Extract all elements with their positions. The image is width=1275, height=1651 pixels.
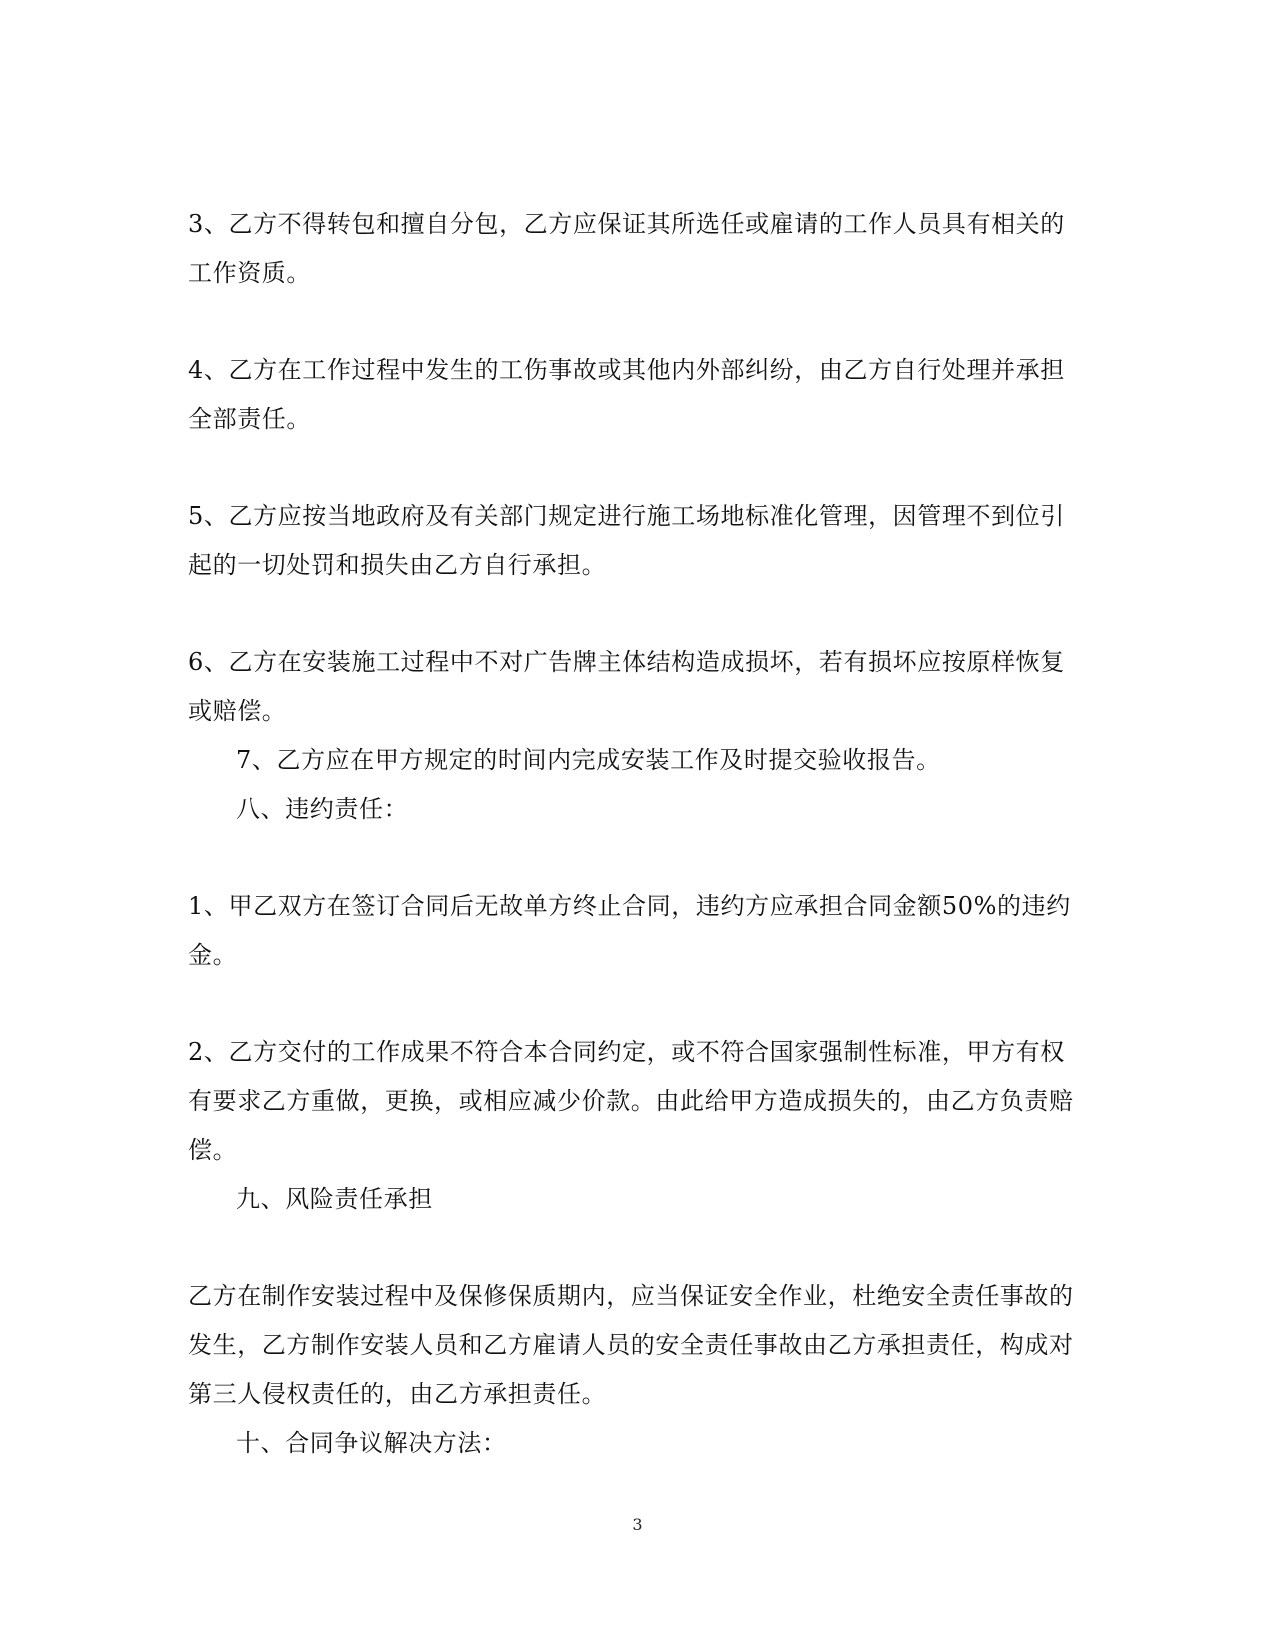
risk-clause: 乙方在制作安装过程中及保修保质期内，应当保证安全作业，杜绝安全责任事故的发生，乙方制作安装人员和乙方雇请人员的安全责任事故由乙方承担责任，构成对第三人侵权责任的，由乙方承担责任。 (188, 1282, 1074, 1408)
section-heading-dispute: 十、合同争议解决方法： (236, 1429, 507, 1457)
document-body (188, 200, 1078, 1468)
breach-clause-1: 1、甲乙双方在签订合同后无故单方终止合同，违约方应承担合同金额50%的违约金。 (188, 892, 1071, 969)
breach-clause-2: 2、乙方交付的工作成果不符合本合同约定，或不符合国家强制性标准，甲方有权有要求乙方重做，更换，或相应减少价款。由此给甲方造成损失的，由乙方负责赔偿。 (188, 1038, 1074, 1164)
clause-4: 4、乙方在工作过程中发生的工伤事故或其他内外部纠纷，由乙方自行处理并承担全部责任。 (188, 356, 1065, 433)
clause-3: 3、乙方不得转包和擅自分包，乙方应保证其所选任或雇请的工作人员具有相关的工作资质。 (188, 210, 1065, 287)
clause-5: 5、乙方应按当地政府及有关部门规定进行施工场地标准化管理，因管理不到位引起的一切处罚和损失由乙方自行承担。 (188, 502, 1065, 579)
section-heading-risk: 九、风险责任承担 (236, 1185, 433, 1213)
page-number: 3 (632, 1515, 643, 1534)
clause-6: 6、乙方在安装施工过程中不对广告牌主体结构造成损坏，若有损坏应按原样恢复或赔偿。 (188, 648, 1065, 725)
section-heading-breach: 八、违约责任： (236, 795, 409, 823)
clause-7: 7、乙方应在甲方规定的时间内完成安装工作及时提交验收报告。 (236, 746, 941, 774)
